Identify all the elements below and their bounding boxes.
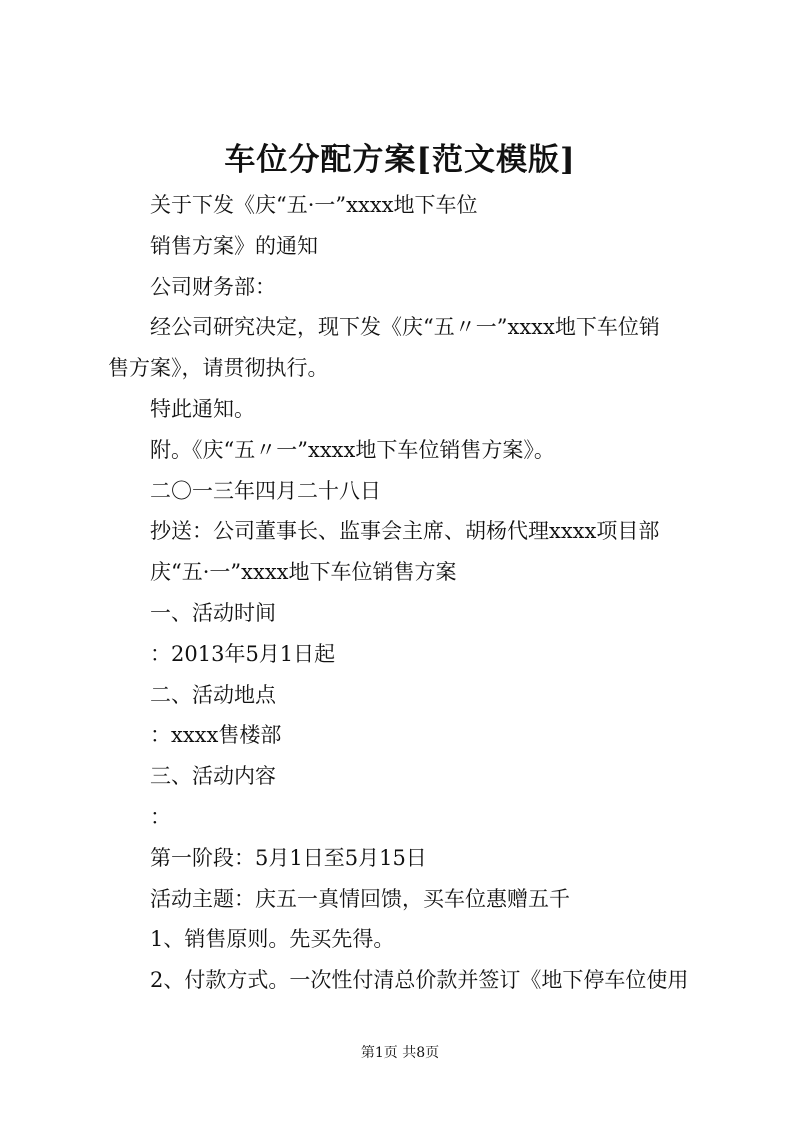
paragraph: 二〇一三年四月二十八日 [150,478,381,503]
section-heading: 三、活动内容 [150,764,276,789]
paragraph-continuation: 售方案》，请贯彻执行。 [108,356,329,381]
paragraph: 第一阶段：5月1日至5月15日 [150,845,427,870]
section-heading: 一、活动时间 [150,600,276,625]
document-title: 车位分配方案[范文模版] [224,142,576,178]
document-body [108,185,708,1001]
paragraph: 抄送：公司董事长、监事会主席、胡杨代理xxxx项目部 [150,519,660,544]
page-footer: 第1页 共8页 [360,1045,440,1061]
paragraph: 庆“五·一”xxxx地下车位销售方案 [150,560,457,585]
paragraph: ：2013年5月1日起 [150,641,336,666]
paragraph: 公司财务部： [150,274,276,299]
paragraph: 经公司研究决定，现下发《庆“五〃一”xxxx地下车位销 [150,315,660,340]
paragraph: 活动主题：庆五一真情回馈，买车位惠赠五千 [150,886,570,911]
paragraph: 1、销售原则。先买先得。 [150,927,395,952]
paragraph: ： [150,804,171,829]
paragraph: ：xxxx售楼部 [150,723,282,748]
paragraph: 特此通知。 [150,396,255,421]
section-heading: 二、活动地点 [150,682,276,707]
paragraph: 销售方案》的通知 [150,233,318,258]
paragraph: 关于下发《庆“五·一”xxxx地下车位 [150,193,478,217]
paragraph: 2、付款方式。一次性付清总价款并签订《地下停车位使用 [150,968,689,993]
paragraph: 附。《庆“五〃一”xxxx地下车位销售方案》。 [150,437,555,462]
